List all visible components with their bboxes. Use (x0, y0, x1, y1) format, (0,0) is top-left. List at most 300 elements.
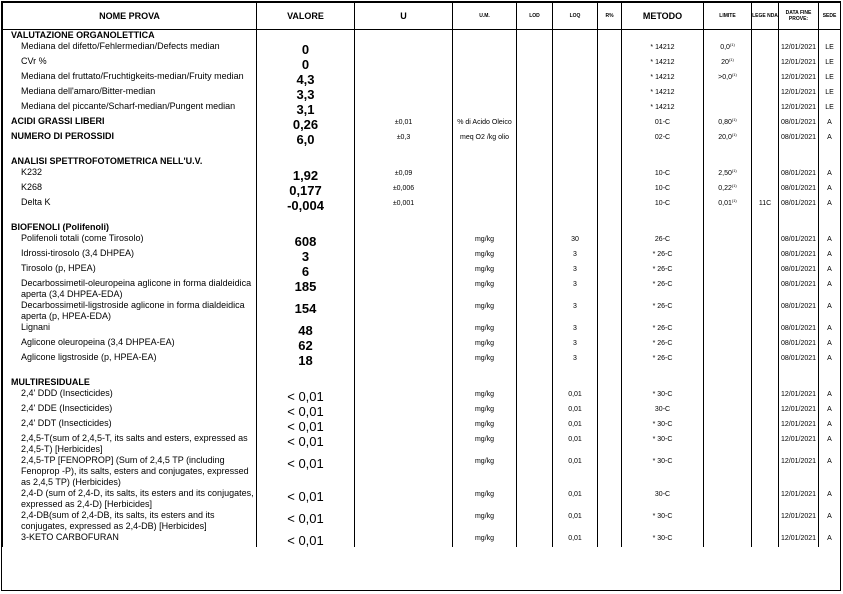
lod (517, 116, 553, 131)
uncertainty: ±0,006 (355, 182, 453, 197)
test-name: Delta K (3, 197, 257, 212)
lod (517, 488, 553, 510)
result-value: < 0,01 (257, 433, 355, 455)
end-date (779, 30, 819, 42)
header-u: U (355, 3, 453, 30)
limit-value: 20 (721, 59, 729, 66)
empty-cell (3, 212, 257, 222)
uncertainty (355, 86, 453, 101)
spacer-row (3, 146, 841, 156)
result-value: 0 (257, 56, 355, 71)
table-row (3, 101, 841, 116)
limit (704, 156, 752, 167)
limit (704, 131, 752, 146)
unit (453, 30, 517, 42)
limit (704, 56, 752, 71)
recovery (598, 56, 622, 71)
unit (453, 156, 517, 167)
empty-cell (779, 212, 819, 222)
recovery (598, 86, 622, 101)
recovery (598, 167, 622, 182)
limit-value: 0,80 (718, 119, 732, 126)
loq (553, 41, 598, 56)
site (819, 222, 841, 233)
recovery (598, 197, 622, 212)
lod (517, 222, 553, 233)
recovery (598, 322, 622, 337)
unit: mg/kg (453, 263, 517, 278)
end-date: 08/01/2021 (779, 263, 819, 278)
uncertainty (355, 248, 453, 263)
limit-value: >0,0 (718, 74, 732, 81)
unit (453, 182, 517, 197)
test-name: Idrossi-tirosolo (3,4 DHPEA) (3, 248, 257, 263)
legend-code (752, 71, 779, 86)
lod (517, 156, 553, 167)
site: A (819, 322, 841, 337)
end-date: 12/01/2021 (779, 71, 819, 86)
header-sede: SEDE (819, 3, 841, 30)
uncertainty (355, 222, 453, 233)
recovery (598, 388, 622, 403)
end-date: 12/01/2021 (779, 418, 819, 433)
uncertainty (355, 337, 453, 352)
section-row (3, 377, 841, 388)
legend-code (752, 131, 779, 146)
section-row (3, 156, 841, 167)
loq (553, 131, 598, 146)
limit-value: 0,0 (720, 44, 730, 51)
limit (704, 433, 752, 455)
limit-footnote: (1) (731, 117, 737, 122)
end-date: 12/01/2021 (779, 41, 819, 56)
method: * 14212 (622, 71, 704, 86)
limit-footnote: (1) (729, 42, 735, 47)
legend-code (752, 56, 779, 71)
limit-footnote: (1) (731, 198, 737, 203)
result-value (257, 156, 355, 167)
end-date: 08/01/2021 (779, 233, 819, 248)
result-value: -0,004 (257, 197, 355, 212)
legend-code: 11C (752, 197, 779, 212)
loq: 3 (553, 352, 598, 367)
test-name: 3-KETO CARBOFURAN (3, 532, 257, 547)
test-name: CVr % (3, 56, 257, 71)
test-name: K232 (3, 167, 257, 182)
test-name: Tirosolo (p, HPEA) (3, 263, 257, 278)
recovery (598, 182, 622, 197)
end-date: 12/01/2021 (779, 488, 819, 510)
empty-cell (704, 367, 752, 377)
header-limite: LIMITE (704, 3, 752, 30)
legend-code (752, 433, 779, 455)
end-date (779, 377, 819, 388)
site: A (819, 278, 841, 300)
legend-code (752, 510, 779, 532)
limit (704, 337, 752, 352)
limit-value: 0,01 (718, 200, 732, 207)
site: LE (819, 86, 841, 101)
method: * 14212 (622, 86, 704, 101)
recovery (598, 248, 622, 263)
uncertainty: ±0,09 (355, 167, 453, 182)
recovery (598, 510, 622, 532)
result-value: < 0,01 (257, 510, 355, 532)
result-value: < 0,01 (257, 403, 355, 418)
limit (704, 248, 752, 263)
section-title: VALUTAZIONE ORGANOLETTICA (3, 30, 257, 42)
unit (453, 101, 517, 116)
method: * 26-C (622, 278, 704, 300)
legend-code (752, 388, 779, 403)
lod (517, 86, 553, 101)
site: A (819, 455, 841, 488)
lod (517, 167, 553, 182)
uncertainty (355, 101, 453, 116)
end-date: 12/01/2021 (779, 86, 819, 101)
table-row (3, 433, 841, 455)
limit (704, 86, 752, 101)
result-value: < 0,01 (257, 532, 355, 547)
uncertainty (355, 71, 453, 86)
result-value (257, 377, 355, 388)
method: 30-C (622, 488, 704, 510)
lod (517, 101, 553, 116)
result-value: 4,3 (257, 71, 355, 86)
lod (517, 377, 553, 388)
unit: % di Acido Oleico (453, 116, 517, 131)
unit: mg/kg (453, 433, 517, 455)
site: LE (819, 71, 841, 86)
method: * 30-C (622, 510, 704, 532)
loq: 0,01 (553, 488, 598, 510)
limit (704, 263, 752, 278)
site: LE (819, 101, 841, 116)
empty-cell (779, 146, 819, 156)
test-name: ACIDI GRASSI LIBERI (3, 116, 257, 131)
recovery (598, 71, 622, 86)
method: 01-C (622, 116, 704, 131)
empty-cell (819, 212, 841, 222)
header-metodo: METODO (622, 3, 704, 30)
lod (517, 131, 553, 146)
method: * 30-C (622, 532, 704, 547)
limit (704, 300, 752, 322)
result-value: 1,92 (257, 167, 355, 182)
test-name: Decarbossimetil-oleuropeina aglicone in forma dialdeidica aperta (3,4 DHPEA-EDA) (3, 278, 257, 300)
legend-code (752, 233, 779, 248)
loq (553, 197, 598, 212)
limit (704, 455, 752, 488)
method: * 14212 (622, 56, 704, 71)
site: A (819, 167, 841, 182)
empty-cell (553, 367, 598, 377)
legend-code (752, 322, 779, 337)
legend-code (752, 86, 779, 101)
recovery (598, 377, 622, 388)
table-row (3, 197, 841, 212)
test-name: 2,4' DDD (Insecticides) (3, 388, 257, 403)
uncertainty: ±0,01 (355, 116, 453, 131)
empty-cell (453, 146, 517, 156)
site: A (819, 388, 841, 403)
loq (553, 167, 598, 182)
lod (517, 322, 553, 337)
end-date: 08/01/2021 (779, 300, 819, 322)
site (819, 30, 841, 42)
section-title: ANALISI SPETTROFOTOMETRICA NELL'U.V. (3, 156, 257, 167)
lod (517, 403, 553, 418)
unit: mg/kg (453, 403, 517, 418)
table-row (3, 263, 841, 278)
uncertainty (355, 352, 453, 367)
empty-cell (553, 212, 598, 222)
table-row (3, 278, 841, 300)
result-value: 62 (257, 337, 355, 352)
limit-value: 2,50 (718, 170, 732, 177)
limit (704, 532, 752, 547)
header-data-fine-prove: DATA FINE PROVE: (779, 3, 819, 30)
recovery (598, 352, 622, 367)
loq (553, 86, 598, 101)
unit (453, 377, 517, 388)
loq: 0,01 (553, 532, 598, 547)
test-name: Mediana del fruttato/Fruchtigkeits-median/Fruity median (3, 71, 257, 86)
legend-code (752, 455, 779, 488)
method: * 26-C (622, 263, 704, 278)
table-row (3, 248, 841, 263)
method: 10-C (622, 182, 704, 197)
header-lod: LOD (517, 3, 553, 30)
lod (517, 248, 553, 263)
legend-code (752, 182, 779, 197)
table-row (3, 418, 841, 433)
limit (704, 167, 752, 182)
end-date (779, 222, 819, 233)
test-name: 2,4,5-T(sum of 2,4,5-T, its salts and esters, expressed as 2,4,5-T) [Herbicides] (3, 433, 257, 455)
method: 02-C (622, 131, 704, 146)
limit-footnote: (1) (731, 168, 737, 173)
limit-value: 0,22 (718, 185, 732, 192)
lod (517, 337, 553, 352)
table-row (3, 56, 841, 71)
unit: mg/kg (453, 418, 517, 433)
loq (553, 377, 598, 388)
uncertainty (355, 488, 453, 510)
result-value: 48 (257, 322, 355, 337)
loq: 0,01 (553, 433, 598, 455)
test-name: K268 (3, 182, 257, 197)
empty-cell (257, 367, 355, 377)
uncertainty (355, 156, 453, 167)
table-row (3, 116, 841, 131)
result-value: 6,0 (257, 131, 355, 146)
method (622, 156, 704, 167)
limit (704, 182, 752, 197)
recovery (598, 455, 622, 488)
site: A (819, 532, 841, 547)
site: A (819, 510, 841, 532)
lod (517, 433, 553, 455)
site: A (819, 488, 841, 510)
loq: 0,01 (553, 510, 598, 532)
recovery (598, 300, 622, 322)
method: * 30-C (622, 433, 704, 455)
unit (453, 41, 517, 56)
table-row (3, 337, 841, 352)
limit (704, 322, 752, 337)
method: * 30-C (622, 455, 704, 488)
empty-cell (622, 212, 704, 222)
test-name: Mediana del piccante/Scharf-median/Pungent median (3, 101, 257, 116)
end-date: 08/01/2021 (779, 197, 819, 212)
loq (553, 156, 598, 167)
site: A (819, 337, 841, 352)
unit (453, 197, 517, 212)
empty-cell (752, 146, 779, 156)
uncertainty (355, 403, 453, 418)
unit: mg/kg (453, 455, 517, 488)
loq (553, 182, 598, 197)
method (622, 222, 704, 233)
method: * 26-C (622, 300, 704, 322)
loq: 0,01 (553, 388, 598, 403)
header-legenda: LEGE NDA (752, 3, 779, 30)
header-r-percent: R% (598, 3, 622, 30)
table-row (3, 488, 841, 510)
end-date: 08/01/2021 (779, 322, 819, 337)
unit (453, 56, 517, 71)
method: * 26-C (622, 322, 704, 337)
empty-cell (257, 212, 355, 222)
recovery (598, 263, 622, 278)
lod (517, 300, 553, 322)
test-name: 2,4,5-TP [FENOPROP] (Sum of 2,4,5 TP (including Fenoprop -P), its salts, esters and conjugates, expressed as 2,4,5 TP) (Herbicides) (3, 455, 257, 488)
empty-cell (779, 367, 819, 377)
loq: 0,01 (553, 418, 598, 433)
loq (553, 71, 598, 86)
end-date: 08/01/2021 (779, 167, 819, 182)
end-date: 12/01/2021 (779, 510, 819, 532)
lod (517, 41, 553, 56)
legend-code (752, 377, 779, 388)
table-row (3, 71, 841, 86)
uncertainty (355, 30, 453, 42)
uncertainty: ±0,001 (355, 197, 453, 212)
empty-cell (517, 146, 553, 156)
end-date: 08/01/2021 (779, 278, 819, 300)
site (819, 377, 841, 388)
empty-cell (704, 146, 752, 156)
empty-cell (752, 367, 779, 377)
end-date: 08/01/2021 (779, 131, 819, 146)
method: * 26-C (622, 248, 704, 263)
result-value: 0,26 (257, 116, 355, 131)
lod (517, 197, 553, 212)
recovery (598, 403, 622, 418)
table-row (3, 182, 841, 197)
empty-cell (453, 212, 517, 222)
limit (704, 278, 752, 300)
legend-code (752, 116, 779, 131)
site: A (819, 248, 841, 263)
unit: mg/kg (453, 278, 517, 300)
recovery (598, 30, 622, 42)
lod (517, 182, 553, 197)
test-name: 2,4-DB(sum of 2,4-DB, its salts, its esters and its conjugates, expressed as 2,4-DB) [Herbicides] (3, 510, 257, 532)
empty-cell (3, 367, 257, 377)
table-row (3, 388, 841, 403)
loq (553, 116, 598, 131)
limit (704, 388, 752, 403)
table-row (3, 403, 841, 418)
loq: 3 (553, 337, 598, 352)
test-name: 2,4' DDE (Insecticides) (3, 403, 257, 418)
result-value: 18 (257, 352, 355, 367)
site (819, 156, 841, 167)
uncertainty (355, 377, 453, 388)
uncertainty (355, 56, 453, 71)
lod (517, 278, 553, 300)
end-date (779, 156, 819, 167)
limit (704, 222, 752, 233)
recovery (598, 418, 622, 433)
test-name: Lignani (3, 322, 257, 337)
unit (453, 167, 517, 182)
legend-code (752, 300, 779, 322)
lod (517, 418, 553, 433)
result-value: < 0,01 (257, 418, 355, 433)
loq: 0,01 (553, 455, 598, 488)
recovery (598, 488, 622, 510)
method: * 26-C (622, 352, 704, 367)
method (622, 30, 704, 42)
limit (704, 116, 752, 131)
limit (704, 377, 752, 388)
end-date: 12/01/2021 (779, 433, 819, 455)
site: A (819, 197, 841, 212)
empty-cell (819, 146, 841, 156)
empty-cell (598, 146, 622, 156)
legend-code (752, 352, 779, 367)
end-date: 08/01/2021 (779, 182, 819, 197)
legend-code (752, 156, 779, 167)
header-row (3, 3, 841, 30)
table-row (3, 455, 841, 488)
empty-cell (453, 367, 517, 377)
uncertainty (355, 41, 453, 56)
table-row (3, 300, 841, 322)
loq: 3 (553, 300, 598, 322)
method: 26-C (622, 233, 704, 248)
lod (517, 30, 553, 42)
legend-code (752, 263, 779, 278)
lod (517, 233, 553, 248)
method: * 30-C (622, 388, 704, 403)
method: * 14212 (622, 41, 704, 56)
site: A (819, 116, 841, 131)
result-value: < 0,01 (257, 388, 355, 403)
site: A (819, 352, 841, 367)
lod (517, 455, 553, 488)
unit (453, 71, 517, 86)
empty-cell (355, 367, 453, 377)
recovery (598, 433, 622, 455)
legend-code (752, 418, 779, 433)
end-date: 12/01/2021 (779, 403, 819, 418)
unit: mg/kg (453, 233, 517, 248)
limit (704, 233, 752, 248)
